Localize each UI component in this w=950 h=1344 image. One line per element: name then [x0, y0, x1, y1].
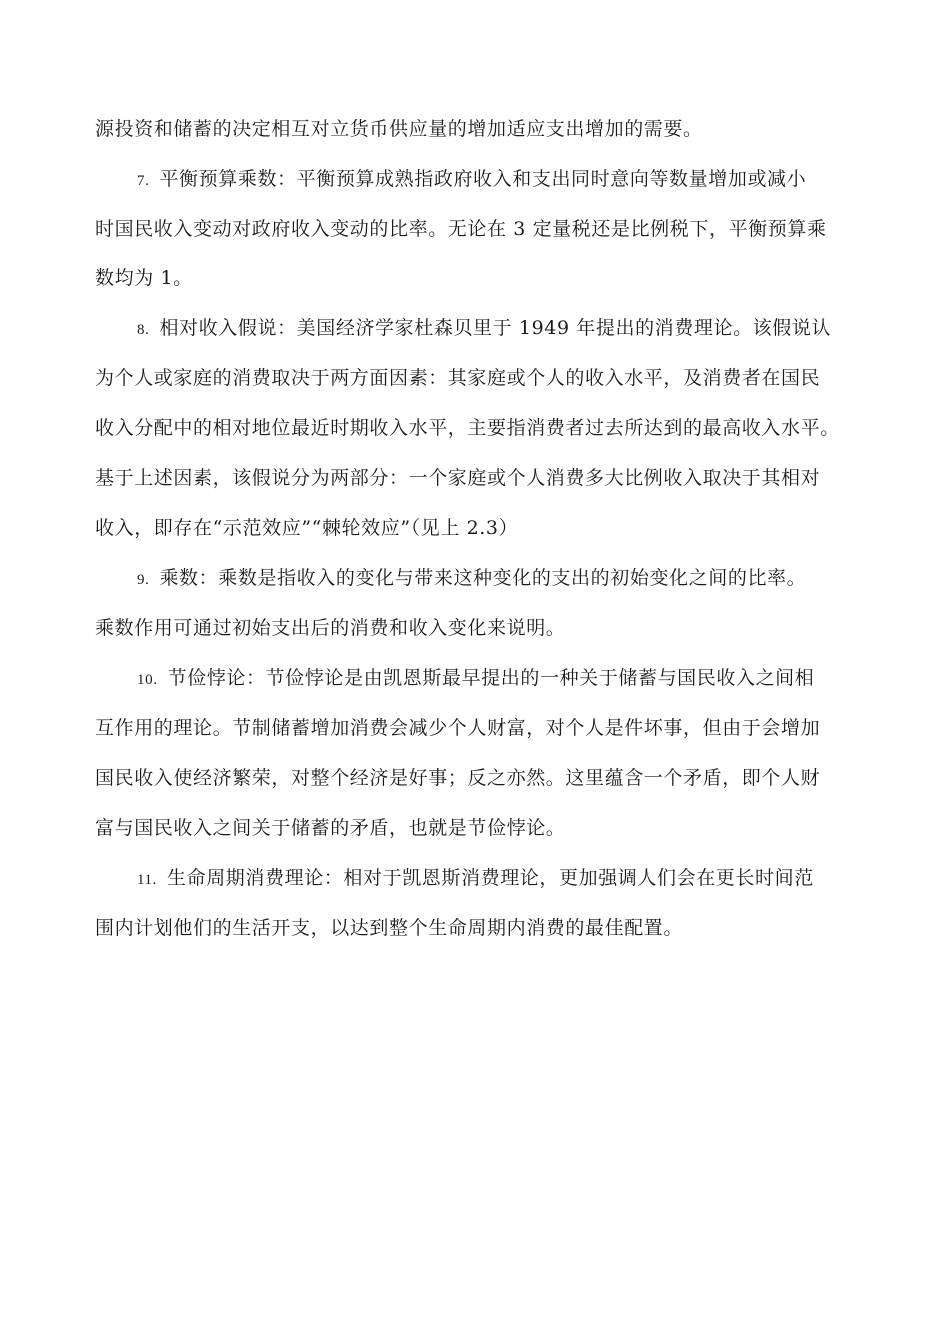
line-text: 收入，即存在“示范效应”“棘轮效应”（见上 2.3）: [95, 517, 519, 539]
line-text: 数均为 1。: [95, 267, 193, 289]
paragraph-first-line: [137, 566, 806, 592]
line-text: 乘数作用可通过初始支出后的消费和收入变化来说明。: [95, 617, 566, 639]
paragraph-first-line: [137, 316, 831, 342]
paragraph-line: [95, 117, 703, 141]
paragraph-first-line: [137, 866, 814, 892]
line-text: 节俭悖论：节俭悖论是由凯恩斯最早提出的一种关于储蓄与国民收入之间相: [167, 667, 815, 689]
paragraph-line: [95, 516, 518, 540]
line-text: 源投资和储蓄的决定相互对立货币供应量的增加适应支出增加的需要。: [95, 118, 703, 140]
paragraph-line: [95, 716, 820, 740]
line-text: 围内计划他们的生活开支，以达到整个生命周期内消费的最佳配置。: [95, 917, 684, 939]
paragraph-first-line: [137, 666, 814, 692]
line-text: 为个人或家庭的消费取决于两方面因素：其家庭或个人的收入水平，及消费者在国民: [95, 367, 821, 389]
paragraph-number: 7.: [137, 173, 150, 189]
line-text: 平衡预算乘数：平衡预算成熟指政府收入和支出同时意向等数量增加或减小: [159, 168, 807, 190]
paragraph-first-line: [137, 167, 806, 193]
paragraph-line: [95, 217, 827, 241]
paragraph-line: [95, 816, 565, 840]
line-text: 国民收入使经济繁荣，对整个经济是好事；反之亦然。这里蕴含一个矛盾，即个人财: [95, 767, 821, 789]
paragraph-line: [95, 416, 840, 440]
line-text: 基于上述因素，该假说分为两部分：一个家庭或个人消费多大比例收入取决于其相对: [95, 467, 821, 489]
paragraph-line: [95, 366, 820, 390]
paragraph-number: 8.: [137, 322, 150, 338]
line-text: 收入分配中的相对地位最近时期收入水平，主要指消费者过去所达到的最高收入水平。: [95, 417, 840, 439]
paragraph-number: 10.: [137, 672, 158, 688]
line-text: 相对收入假说：美国经济学家杜森贝里于 1949 年提出的消费理论。该假说认: [159, 317, 832, 339]
line-text: 时国民收入变动对政府收入变动的比率。无论在 3 定量税还是比例税下，平衡预算乘: [95, 218, 827, 240]
paragraph-line: [95, 266, 193, 290]
line-text: 富与国民收入之间关于储蓄的矛盾，也就是节俭悖论。: [95, 817, 566, 839]
paragraph-number: 9.: [137, 572, 150, 588]
paragraph-line: [95, 466, 820, 490]
paragraph-number: 11.: [137, 872, 157, 888]
paragraph-line: [95, 616, 565, 640]
line-text: 互作用的理论。节制储蓄增加消费会减少个人财富，对个人是件坏事，但由于会增加: [95, 717, 821, 739]
line-text: 生命周期消费理论：相对于凯恩斯消费理论，更加强调人们会在更长时间范: [167, 867, 814, 889]
paragraph-line: [95, 766, 820, 790]
paragraph-line: [95, 916, 683, 940]
line-text: 乘数：乘数是指收入的变化与带来这种变化的支出的初始变化之间的比率。: [159, 567, 807, 589]
